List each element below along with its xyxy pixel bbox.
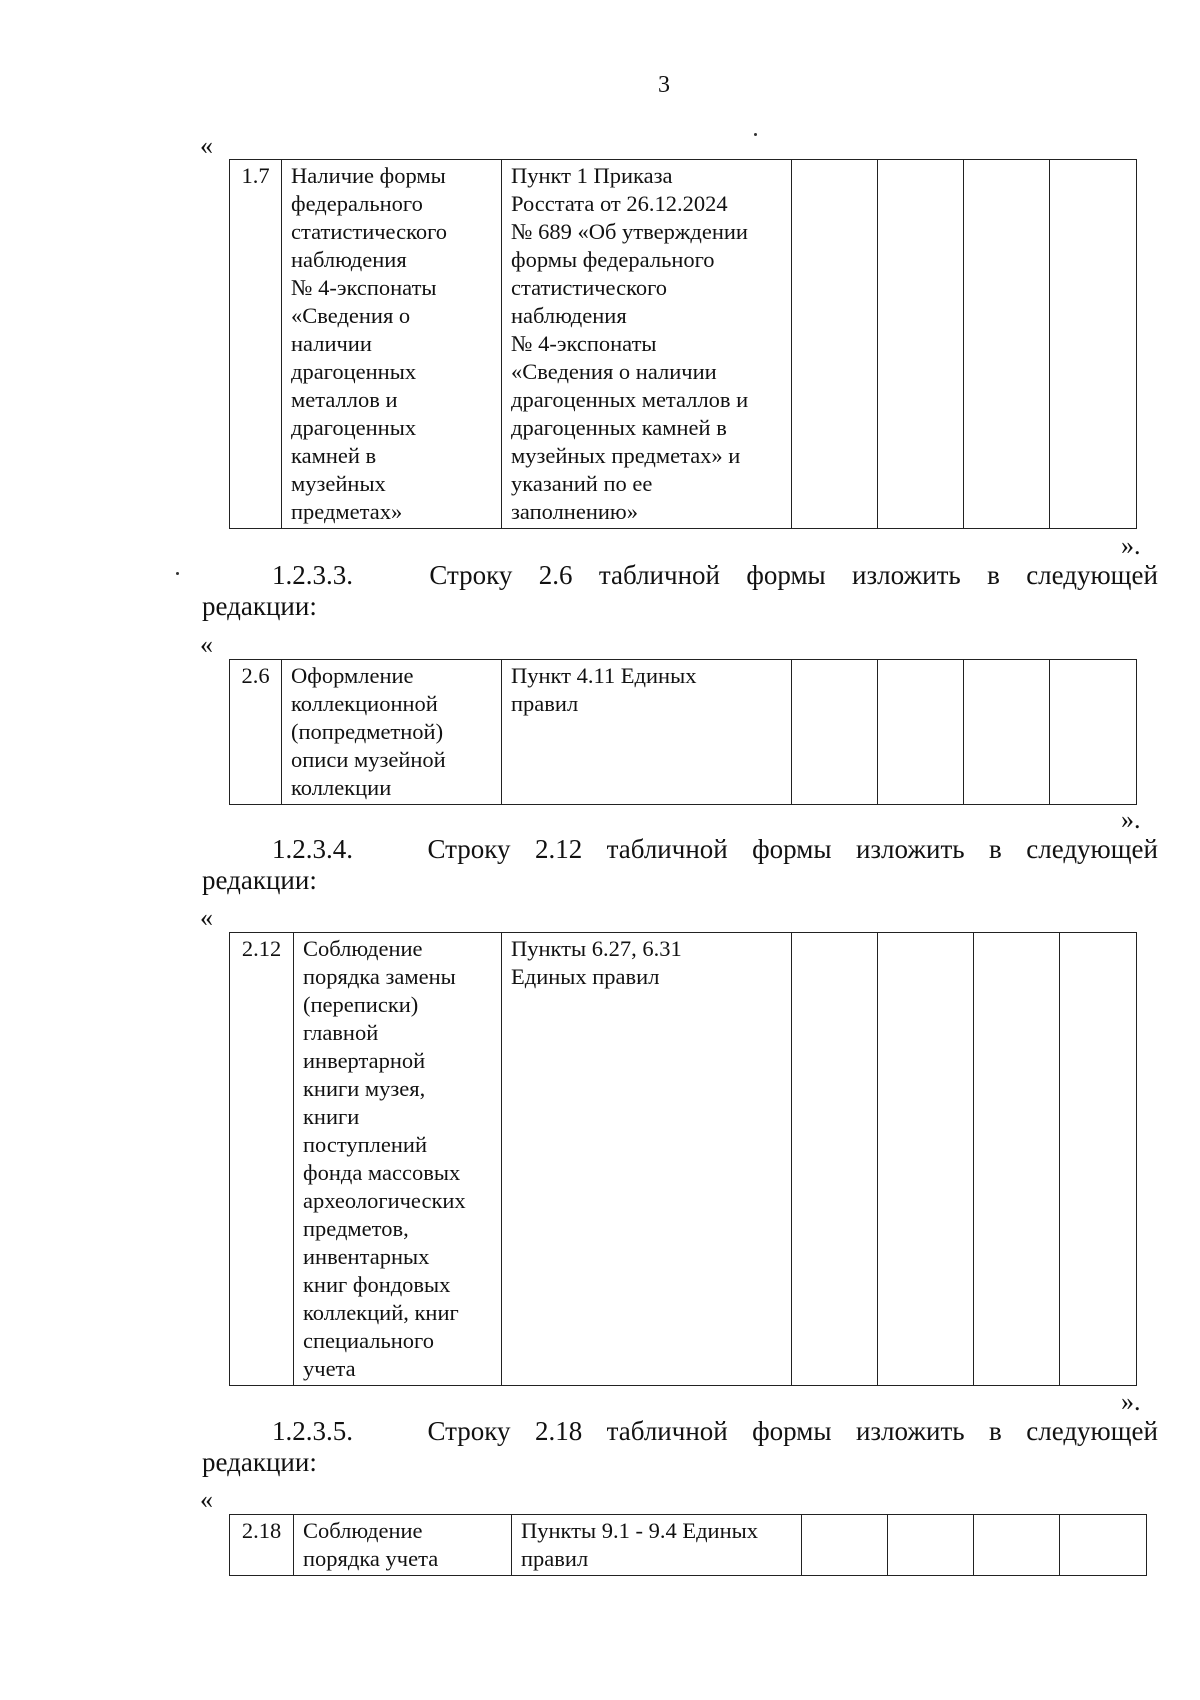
text-line: драгоценных камней в [511,415,727,440]
text-line: книги [303,1104,360,1129]
text-line: наблюдения [291,247,407,272]
text-line: драгоценных [291,415,417,440]
text-line: металлов и [291,387,398,412]
text-line: наблюдения [511,303,627,328]
text-line: № 689 «Об утверждении [511,219,748,244]
text-line: книг фондовых [303,1272,451,1297]
word: 2.18 [534,1416,583,1446]
empty-cell [792,660,878,805]
text-line: № 4-экспонаты [511,331,657,356]
text-line: правил [511,691,579,716]
requirement-cell [294,1515,512,1576]
text-line: коллекции [291,775,392,800]
close-quote: ». [1121,531,1141,560]
instruction-paragraph [202,560,1158,622]
empty-cell [964,160,1050,529]
word: следующей [1026,560,1158,590]
text-line: Пункт 4.11 Единых [511,663,697,688]
empty-cell [878,660,964,805]
word: 2.12 [534,834,583,864]
empty-cell [792,933,878,1386]
text-line: археологических [303,1188,466,1213]
text-line: «Сведения о наличии [511,359,717,384]
text-line: драгоценных металлов и [511,387,749,412]
row-table-2-12 [229,932,1137,1386]
text-line: правил [521,1546,589,1571]
word: формы [752,1416,832,1446]
word: формы [752,834,832,864]
paragraph-continuation: редакции: [202,1447,317,1477]
empty-cell [878,160,964,529]
clause-number: 1.2.3.5. [272,1416,353,1446]
word: в [989,834,1002,864]
row-table-1-7 [229,159,1137,529]
requirement-cell [282,660,502,805]
text-line: описи музейной [291,747,446,772]
word: изложить [852,560,961,590]
close-quote: ». [1121,805,1141,834]
text-line: Росстата от 26.12.2024 [511,191,728,216]
text-line: предметов, [303,1216,409,1241]
close-quote: ». [1121,1387,1141,1416]
text-line: (переписки) [303,992,419,1017]
word: 2.6 [538,560,573,590]
text-line: Пункты 9.1 - 9.4 Единых [521,1518,759,1543]
open-quote: « [200,630,213,659]
text-line: Единых правил [511,964,660,989]
text-line: Соблюдение [303,1518,423,1543]
text-line: (попредметной) [291,719,444,744]
text-line: порядка замены [303,964,456,989]
word: в [987,560,1000,590]
empty-cell [792,160,878,529]
empty-cell [974,1515,1060,1576]
legal-basis-cell [512,1515,802,1576]
word: табличной [606,1416,728,1446]
text-line: камней в [291,443,377,468]
paragraph-continuation: редакции: [202,591,317,621]
word: в [989,1416,1002,1446]
empty-cell [1060,1515,1147,1576]
text-line: Оформление [291,663,414,688]
text-line: специального [303,1328,434,1353]
text-line: коллекционной [291,691,438,716]
paragraph-continuation: редакции: [202,865,317,895]
word: формы [746,560,826,590]
open-quote: « [200,903,213,932]
text-line: поступлений [303,1132,428,1157]
legal-basis-cell [502,933,792,1386]
row-number: 2.12 [230,933,294,1386]
empty-cell [888,1515,974,1576]
empty-cell [802,1515,888,1576]
clause-number: 1.2.3.3. [272,560,353,590]
text-line: статистического [511,275,668,300]
word: следующей [1026,834,1158,864]
row-number: 1.7 [230,160,282,529]
clause-number: 1.2.3.4. [272,834,353,864]
empty-cell [1060,933,1137,1386]
text-line: коллекций, книг [303,1300,459,1325]
word: изложить [855,1416,965,1446]
scan-speck [176,572,179,575]
instruction-paragraph [202,1416,1158,1478]
empty-cell [964,660,1050,805]
text-line: предметах» [291,499,403,524]
text-line: учета [303,1356,356,1381]
legal-basis-cell [502,160,792,529]
text-line: музейных [291,471,386,496]
table-row [230,1515,1147,1576]
text-line: порядка учета [303,1546,439,1571]
text-line: заполнению» [511,499,638,524]
text-line: инвертарной [303,1048,426,1073]
requirement-cell [282,160,502,529]
row-table-2-6 [229,659,1137,805]
word: Строку [427,834,511,864]
text-line: Пункты 6.27, 6.31 [511,936,682,961]
text-line: формы федерального [511,247,715,272]
text-line: «Сведения о [291,303,411,328]
page-number: 3 [658,72,670,98]
text-line: фонда массовых [303,1160,461,1185]
empty-cell [1050,160,1137,529]
text-line: Соблюдение [303,936,423,961]
row-table-2-18 [229,1514,1147,1576]
word: Строку [429,560,513,590]
text-line: статистического [291,219,448,244]
open-quote: « [200,1485,213,1514]
text-line: наличии [291,331,372,356]
requirement-cell [294,933,502,1386]
text-line: федерального [291,191,423,216]
text-line: № 4-экспонаты [291,275,437,300]
word: табличной [606,834,728,864]
open-quote: « [200,131,213,160]
empty-cell [1050,660,1137,805]
word: изложить [855,834,965,864]
text-line: указаний по ее [511,471,653,496]
table-row [230,660,1137,805]
legal-basis-cell [502,660,792,805]
table-row [230,933,1137,1386]
text-line: главной [303,1020,379,1045]
text-line: музейных предметах» и [511,443,741,468]
word: Строку [427,1416,511,1446]
text-line: драгоценных [291,359,417,384]
scan-speck [754,133,757,136]
table-row [230,160,1137,529]
text-line: Пункт 1 Приказа [511,163,673,188]
empty-cell [974,933,1060,1386]
row-number: 2.6 [230,660,282,805]
word: следующей [1026,1416,1158,1446]
text-line: Наличие формы [291,163,446,188]
empty-cell [878,933,974,1386]
text-line: книги музея, [303,1076,426,1101]
word: табличной [598,560,720,590]
text-line: инвентарных [303,1244,430,1269]
row-number: 2.18 [230,1515,294,1576]
instruction-paragraph [202,834,1158,896]
